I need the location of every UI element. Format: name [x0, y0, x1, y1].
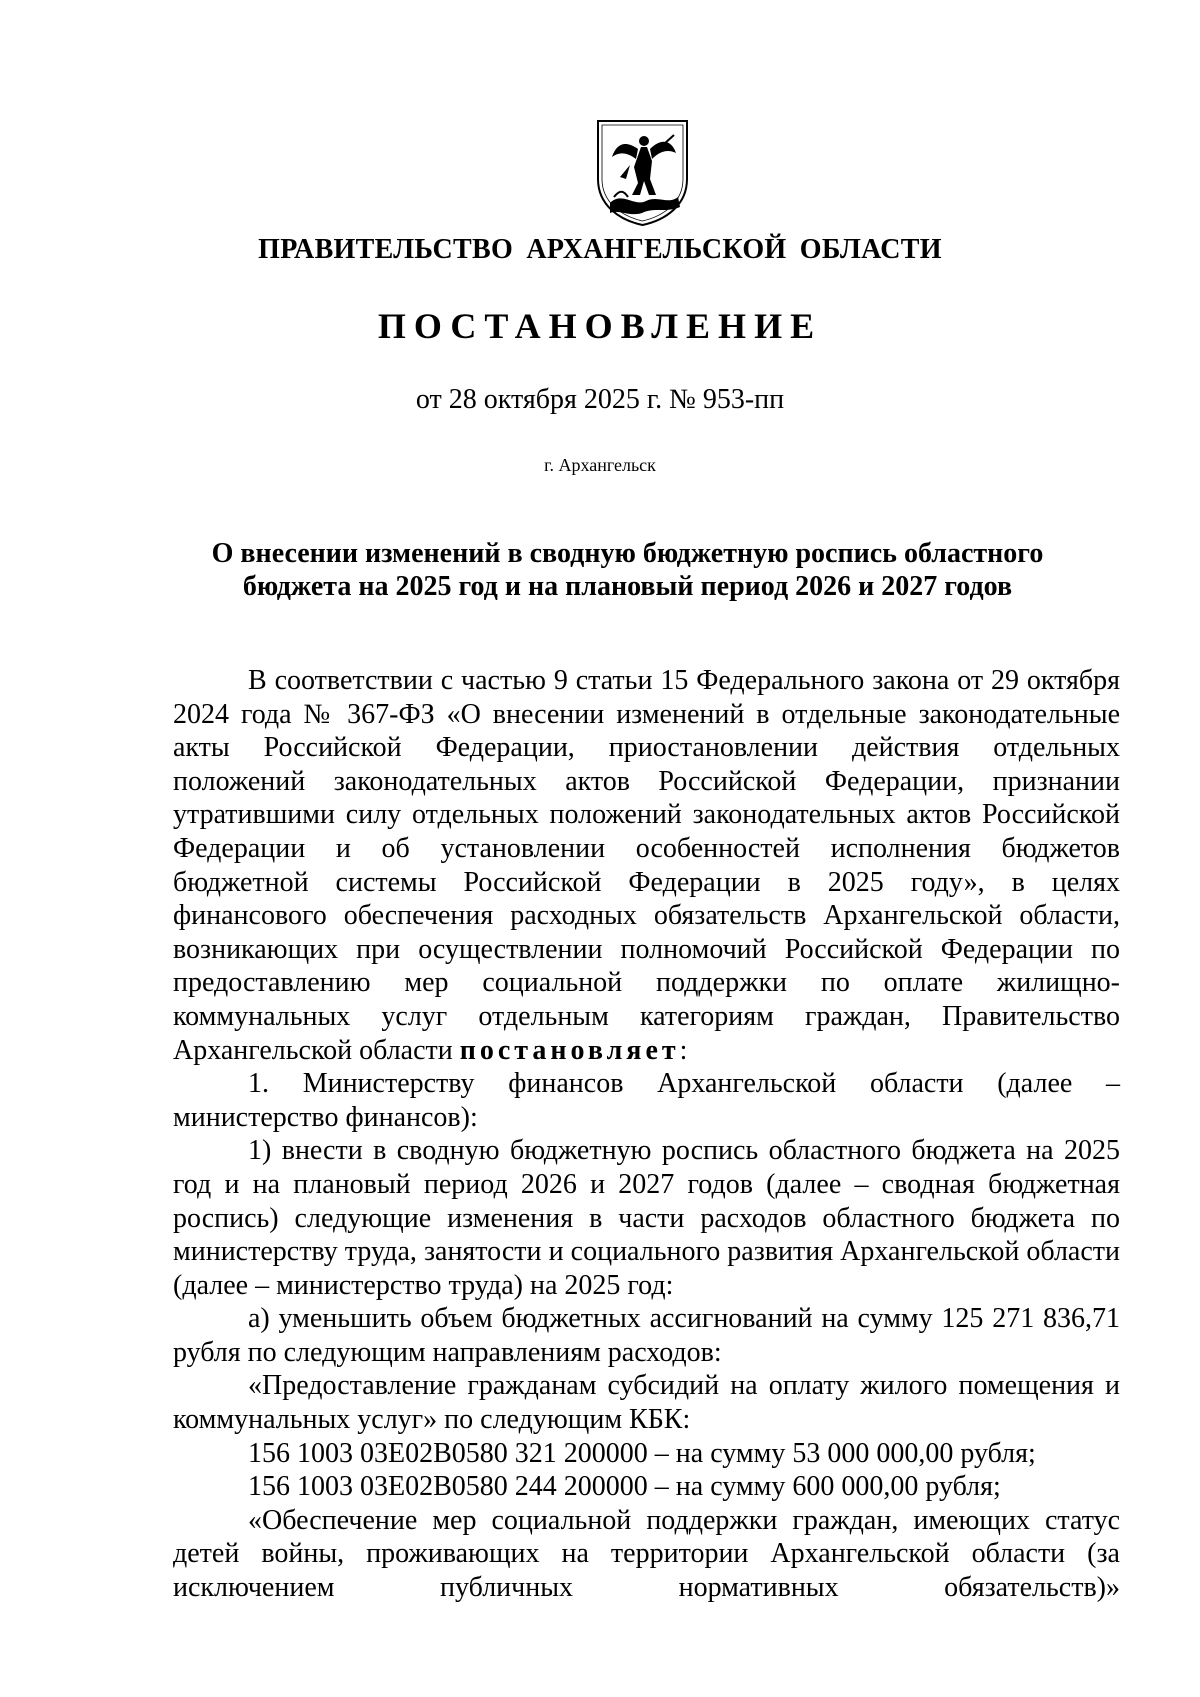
expense-direction-2: «Обеспечение мер социальной поддержки граждан, имеющих статус детей войны, проживающих на территории Архангельской области (за исключением публичных нормативных обязательств)»: [173, 1504, 1120, 1604]
organization-name: ПРАВИТЕЛЬСТВО АРХАНГЕЛЬСКОЙ ОБЛАСТИ: [258, 234, 942, 265]
preamble-text: В соответствии с частью 9 статьи 15 Федерального закона от 29 октября 2024 года № 367-ФЗ «О внесении изменений в отдельные законодательные акты Российской Федерации, приостановлении действия отдельных положений законодательных актов Российской Федерации, признании утратившими силу отдельных положений законодательных актов Российской Федерации и об установлении особенностей исполнения бюджетов бюджетной системы Российской Федерации в 2025 году», в целях финансового обеспечения расходных обязательств Архангельской области, возникающих при осуществлении полномочий Российской Федерации по предоставлению мер социальной поддержки по оплате жилищно-коммунальных услуг отдельным категориям граждан, Правительство Архангельской области: [173, 665, 1120, 1066]
document-body: [173, 664, 1120, 1605]
decree-word: постановляет: [459, 1034, 680, 1066]
paragraph-1: 1. Министерству финансов Архангельской области (далее – министерство финансов):: [173, 1068, 1120, 1133]
document-type: ПОСТАНОВЛЕНИЕ: [377, 306, 823, 346]
date-and-number: от 28 октября 2025 г. № 953-пп: [415, 384, 785, 415]
item-a: а) уменьшить объем бюджетных ассигнований на сумму 125 271 836,71 рубля по следующим направлениям расходов:: [173, 1303, 1120, 1368]
expense-direction-1: «Предоставление гражданам субсидий на оплату жилого помещения и коммунальных услуг» по следующим КБК:: [173, 1370, 1120, 1436]
subparagraph-1: 1) внести в сводную бюджетную роспись областного бюджета на 2025 год и на плановый период 2026 и 2027 годов (далее – сводная бюджетная роспись) следующие изменения в части расходов областного бюджета по министерству труда, занятости и социального развития Архангельской области (далее – министерство труда) на 2025 год:: [173, 1135, 1120, 1301]
document-title: О внесении изменений в сводную бюджетную роспись областного бюджета на 2025 год и на плановый период 2026 и 2027 годов: [211, 538, 1044, 602]
coat-of-arms-icon: [594, 117, 691, 227]
city: г. Архангельск: [544, 455, 656, 475]
kbk-line-2: 156 1003 03Е02В0580 244 200000 – на сумму 600 000,00 рубля;: [248, 1471, 1001, 1503]
kbk-line-1: 156 1003 03Е02В0580 321 200000 – на сумму 53 000 000,00 рубля;: [248, 1437, 1036, 1469]
preamble-paragraph: [173, 664, 1120, 1067]
decree-colon: :: [679, 1034, 688, 1066]
